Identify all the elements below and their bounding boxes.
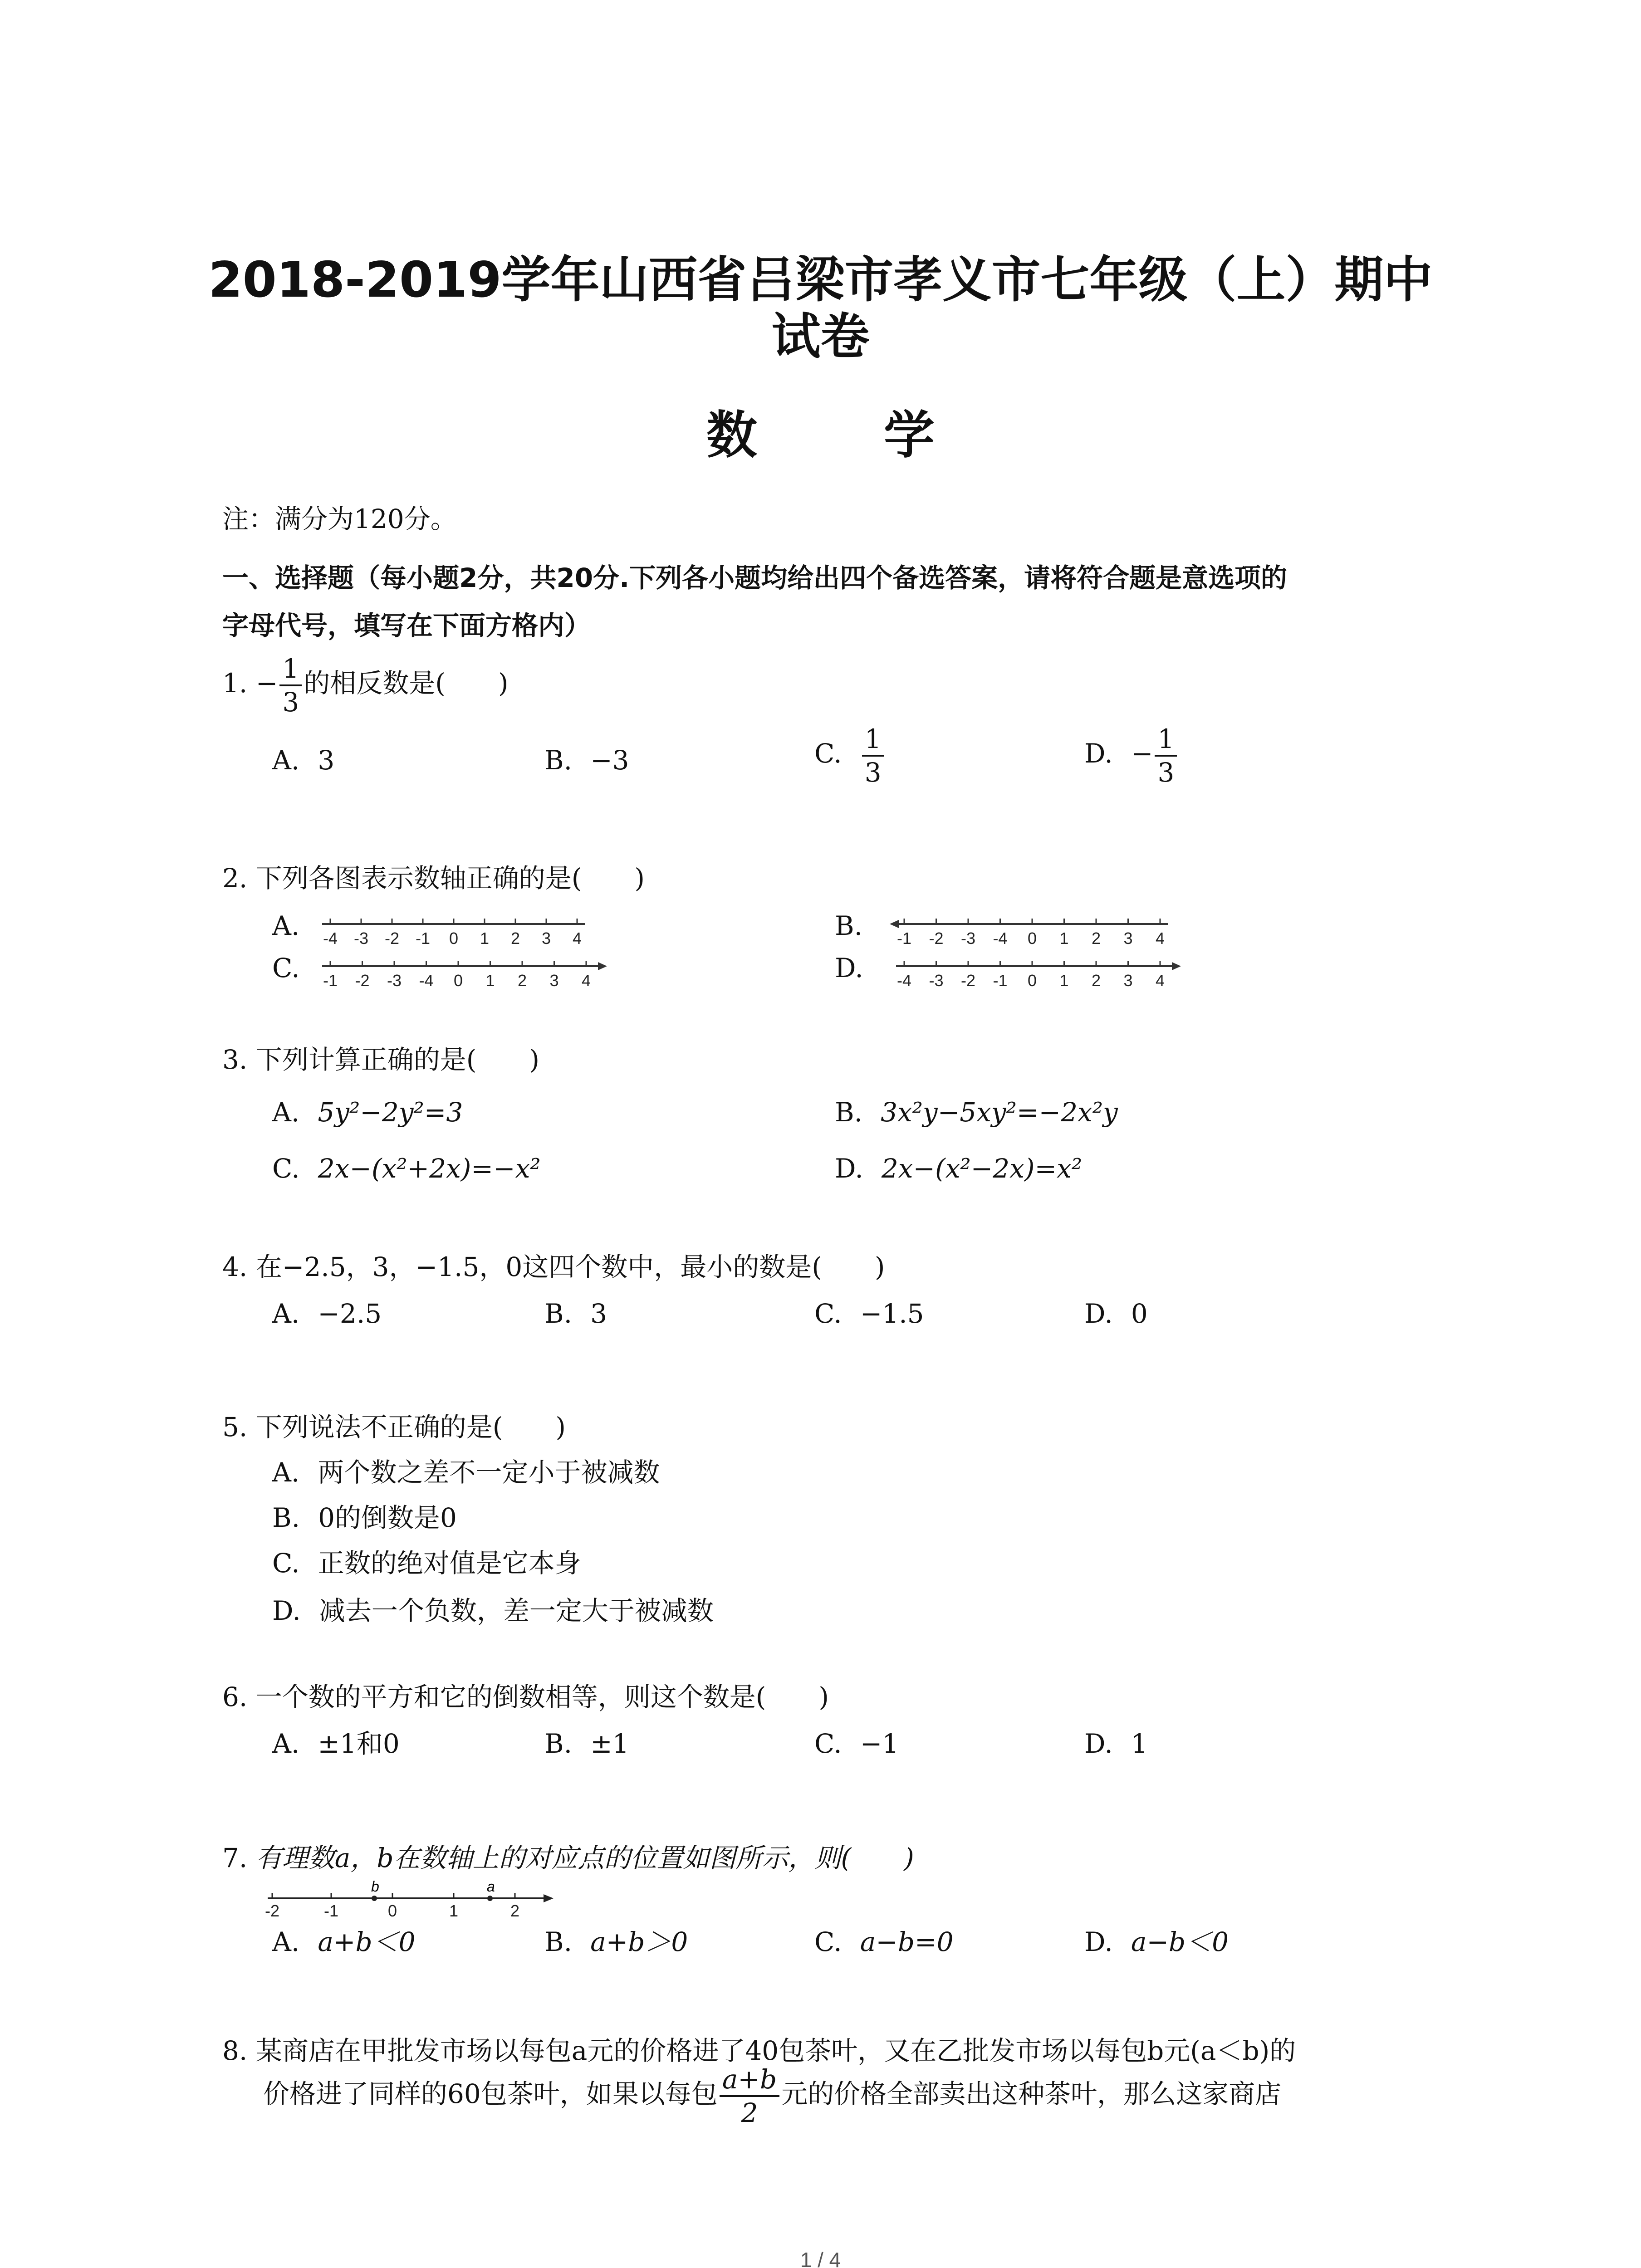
question-8-line1 xyxy=(222,2034,1296,2067)
tick-label: 1 xyxy=(485,971,495,990)
tick-label: 2 xyxy=(517,971,527,990)
question-number: 4. xyxy=(222,1251,248,1282)
q5-option-a[interactable] xyxy=(272,1456,660,1489)
q2-option-d-number-line[interactable] xyxy=(887,956,1186,992)
question-text: 一个数的平方和它的倒数相等，则这个数是( ) xyxy=(255,1681,829,1712)
question-text: 下列计算正确的是( ) xyxy=(255,1044,540,1075)
question-text: 价格进了同样的60包茶叶，如果以每包 xyxy=(263,2078,718,2110)
option-label: B. xyxy=(544,1926,573,1957)
q2-option-c-label[interactable]: C. xyxy=(272,953,300,983)
question-text: 元的价格全部卖出这种茶叶，那么这家商店 xyxy=(781,2078,1282,2110)
q1-option-a[interactable] xyxy=(272,744,334,777)
option-text: 3x²y−5xy²=−2x²y xyxy=(881,1097,1118,1128)
question-5-stem xyxy=(222,1411,566,1443)
point-a-label: a xyxy=(487,1878,495,1895)
option-label: B. xyxy=(544,1728,573,1759)
option-label: D. xyxy=(1084,1728,1113,1759)
option-text: 1 xyxy=(1131,1728,1148,1759)
question-number: 7. xyxy=(222,1843,248,1873)
score-note: 注：满分为120分。 xyxy=(222,503,457,534)
option-label: A. xyxy=(272,745,300,776)
q3-option-c[interactable] xyxy=(272,1152,541,1185)
tick-label: 0 xyxy=(387,1901,397,1920)
option-text: 两个数之差不一定小于被减数 xyxy=(318,1457,660,1488)
fraction-sign: − xyxy=(1131,738,1153,769)
q1-option-d[interactable] xyxy=(1084,723,1179,788)
tick-label: -4 xyxy=(419,971,434,990)
fraction-denominator: 2 xyxy=(741,2097,758,2128)
option-text: ±1 xyxy=(590,1728,629,1759)
question-4-stem xyxy=(222,1251,885,1283)
question-number: 8. xyxy=(222,2035,248,2066)
option-text: ±1和0 xyxy=(318,1728,400,1759)
q6-option-c[interactable] xyxy=(814,1727,899,1760)
q2-option-c-number-line[interactable] xyxy=(313,956,612,992)
question-8-line2 xyxy=(263,2066,1281,2126)
tick-label: -3 xyxy=(387,971,402,990)
option-label: C. xyxy=(814,1926,842,1957)
option-label: D. xyxy=(1084,1298,1113,1329)
arrow-left-icon xyxy=(890,920,899,928)
option-text: −1.5 xyxy=(860,1298,924,1329)
tick-label: 2 xyxy=(1091,929,1101,948)
page-title-line1: 2018-2019学年山西省吕梁市孝义市七年级（上）期中 xyxy=(208,252,1433,308)
option-text: a−b＜0 xyxy=(1131,1926,1229,1957)
option-text: −2.5 xyxy=(318,1298,382,1329)
tick-label: 4 xyxy=(1155,929,1165,948)
option-text: a+b＜0 xyxy=(318,1926,416,1957)
tick-label: -4 xyxy=(896,971,912,990)
option-label: C. xyxy=(814,738,842,769)
section1-heading-line2: 字母代号，填写在下面方格内） xyxy=(222,610,591,641)
q1-option-b[interactable] xyxy=(544,744,629,777)
section1-heading-line1: 一、选择题（每小题2分，共20分.下列各小题均给出四个备选答案，请将符合题是意选项的 xyxy=(222,562,1288,593)
q7-ticks xyxy=(265,1893,519,1920)
question-number: 2. xyxy=(222,863,248,894)
tick-label: 3 xyxy=(541,929,551,948)
arrow-right-icon xyxy=(1172,962,1181,970)
option-text: 3 xyxy=(590,1298,607,1329)
tick-label: -1 xyxy=(323,1901,339,1920)
option-label: A. xyxy=(272,1728,300,1759)
option-label: D. xyxy=(1084,1926,1113,1957)
q6-option-b[interactable] xyxy=(544,1727,629,1760)
option-label: C. xyxy=(814,1728,842,1759)
q3-option-d[interactable] xyxy=(835,1152,1082,1185)
fraction-numerator: a+b xyxy=(720,2066,779,2097)
fraction-denominator: 3 xyxy=(1157,757,1175,788)
arrow-head-icon xyxy=(544,1894,554,1902)
tick-label: 1 xyxy=(480,929,490,948)
tick-label: -2 xyxy=(265,1901,280,1920)
tick-label: 2 xyxy=(510,929,520,948)
question-text: 的相反数是( ) xyxy=(304,668,509,699)
tick-label: -3 xyxy=(960,929,976,948)
point-b-marker xyxy=(372,1896,377,1901)
q4-option-b[interactable] xyxy=(544,1297,607,1330)
tick-label: -4 xyxy=(993,929,1008,948)
q7-option-d[interactable] xyxy=(1084,1926,1229,1958)
option-text: 减去一个负数，差一定大于被减数 xyxy=(318,1595,714,1626)
option-text: 正数的绝对值是它本身 xyxy=(318,1548,581,1579)
page-number: 1 / 4 xyxy=(800,2248,841,2268)
option-text: 3 xyxy=(318,745,335,776)
page-title-line2: 试卷 xyxy=(771,308,870,365)
subject-title: 数 学 xyxy=(706,406,989,465)
question-number: 5. xyxy=(222,1412,248,1442)
option-label: A. xyxy=(272,1298,300,1329)
tick-label: 0 xyxy=(449,929,459,948)
option-label: D. xyxy=(272,1595,301,1626)
tick-label: 0 xyxy=(453,971,463,990)
tick-label: 3 xyxy=(1123,971,1133,990)
option-label: A. xyxy=(272,1097,300,1128)
tick-label: 3 xyxy=(1123,929,1133,948)
q2-option-b-label[interactable]: B. xyxy=(835,910,863,941)
fraction-denominator: 3 xyxy=(864,757,882,788)
option-text: −1 xyxy=(860,1728,899,1759)
tick-label: 4 xyxy=(1155,971,1165,990)
option-label: B. xyxy=(544,1298,573,1329)
tick-label: -1 xyxy=(896,929,912,948)
q7-number-line xyxy=(263,1878,558,1921)
tick-label: 4 xyxy=(581,971,591,990)
question-number: 3. xyxy=(222,1044,248,1075)
q5-option-b[interactable] xyxy=(272,1501,457,1534)
option-label: B. xyxy=(835,1097,863,1128)
option-label: B. xyxy=(544,745,573,776)
tick-label: -3 xyxy=(929,971,944,990)
tick-label: -2 xyxy=(355,971,370,990)
q5-option-c[interactable] xyxy=(272,1547,581,1579)
fraction-sign: − xyxy=(255,668,278,699)
point-a-marker xyxy=(487,1896,493,1901)
option-text: a+b＞0 xyxy=(590,1926,688,1957)
fraction-numerator: 1 xyxy=(862,726,884,757)
option-label: B. xyxy=(272,1502,300,1533)
tick-label: -2 xyxy=(960,971,976,990)
fraction xyxy=(279,653,302,718)
option-text: 5y²−2y²=3 xyxy=(318,1097,463,1128)
question-2-stem xyxy=(222,862,645,894)
question-6-stem xyxy=(222,1681,829,1713)
q2-option-b-number-line[interactable] xyxy=(887,914,1186,950)
tick-label: -3 xyxy=(353,929,369,948)
fraction xyxy=(720,2066,779,2126)
question-7-stem xyxy=(222,1842,914,1874)
tick-label: -2 xyxy=(384,929,400,948)
question-3-stem xyxy=(222,1043,539,1076)
option-text: 0的倒数是0 xyxy=(318,1502,457,1533)
tick-label: -1 xyxy=(993,971,1008,990)
fraction-denominator: 3 xyxy=(282,687,299,718)
q2-option-d-label[interactable]: D. xyxy=(835,953,863,983)
option-text: 0 xyxy=(1131,1298,1148,1329)
question-number: 1. xyxy=(222,668,248,699)
question-text: 在−2.5，3，−1.5，0这四个数中，最小的数是( ) xyxy=(255,1251,885,1282)
q2-option-a-number-line[interactable] xyxy=(313,914,603,950)
arrow-right-icon xyxy=(598,962,607,970)
fraction xyxy=(862,723,884,788)
tick-label: 4 xyxy=(572,929,582,948)
tick-label: 3 xyxy=(549,971,559,990)
q5-option-d[interactable] xyxy=(272,1594,714,1627)
option-text: 2x−(x²−2x)=x² xyxy=(881,1153,1083,1184)
question-text: 下列各图表示数轴正确的是( ) xyxy=(255,863,645,894)
tick-label: 1 xyxy=(1059,929,1069,948)
q4-option-a[interactable] xyxy=(272,1297,382,1330)
tick-label: 1 xyxy=(449,1901,459,1920)
tick-label: 1 xyxy=(1059,971,1069,990)
tick-label: -1 xyxy=(415,929,431,948)
fraction-numerator: 1 xyxy=(279,655,302,686)
q7-option-c[interactable] xyxy=(814,1926,954,1958)
q4-option-c[interactable] xyxy=(814,1297,924,1330)
q4-option-d[interactable] xyxy=(1084,1297,1148,1330)
q6-option-d[interactable] xyxy=(1084,1727,1148,1760)
q3-option-a[interactable] xyxy=(272,1096,463,1129)
tick-label: -4 xyxy=(323,929,338,948)
question-number: 6. xyxy=(222,1681,248,1712)
question-1-stem xyxy=(222,653,509,718)
q1-option-c[interactable] xyxy=(814,723,886,788)
q2-option-a-label[interactable]: A. xyxy=(272,910,300,941)
option-text: −3 xyxy=(590,745,629,776)
fraction-numerator: 1 xyxy=(1155,726,1177,757)
option-label: D. xyxy=(835,1153,863,1184)
tick-label: 2 xyxy=(1091,971,1101,990)
tick-label: 0 xyxy=(1027,929,1037,948)
fraction xyxy=(1155,723,1177,788)
tick-label: 2 xyxy=(510,1901,520,1920)
q3-option-b[interactable] xyxy=(835,1096,1118,1129)
q6-option-a[interactable] xyxy=(272,1727,400,1760)
tick-label: 0 xyxy=(1027,971,1037,990)
option-label: D. xyxy=(1084,738,1113,769)
option-text: 2x−(x²+2x)=−x² xyxy=(318,1153,541,1184)
option-label: A. xyxy=(272,1926,300,1957)
q7-option-a[interactable] xyxy=(272,1926,416,1958)
q7-option-b[interactable] xyxy=(544,1926,688,1958)
option-label: C. xyxy=(272,1153,300,1184)
option-label: C. xyxy=(814,1298,842,1329)
question-text: 有理数a，b在数轴上的对应点的位置如图所示，则( ) xyxy=(255,1843,914,1873)
point-b-label: b xyxy=(371,1878,379,1895)
option-text: a−b=0 xyxy=(860,1926,954,1957)
option-label: C. xyxy=(272,1548,300,1579)
tick-label: -1 xyxy=(323,971,338,990)
question-text: 某商店在甲批发市场以每包a元的价格进了40包茶叶，又在乙批发市场以每包b元(a＜b)的 xyxy=(255,2035,1296,2066)
option-label: A. xyxy=(272,1457,300,1488)
question-text: 下列说法不正确的是( ) xyxy=(255,1412,566,1442)
tick-label: -2 xyxy=(929,929,944,948)
